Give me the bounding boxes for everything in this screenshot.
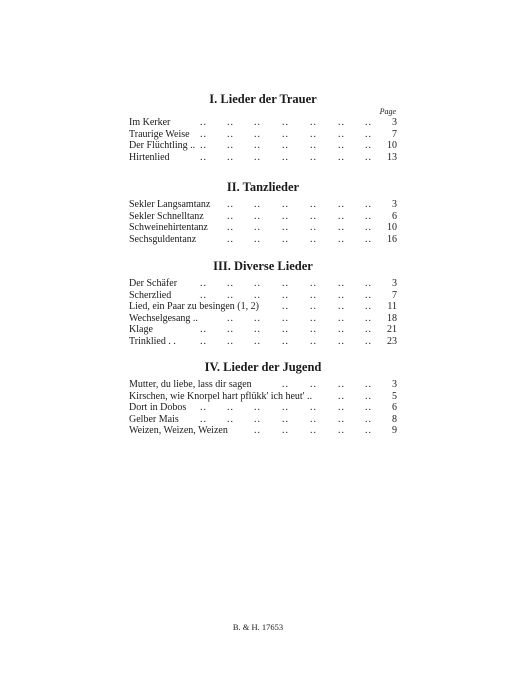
contents-section [129,91,397,163]
entry-title: Kirschen, wie Knorpel hart pflükk' ich heut' .. [129,390,312,402]
contents-entry [129,152,397,164]
leader-dots: .. [227,289,234,301]
entry-title: Sekler Schnelltanz [129,210,204,222]
leader-dots: .. [200,289,207,301]
leader-dots: .. [282,222,289,233]
contents-entry [129,117,397,129]
leader-dots: .. [365,117,372,128]
entry-page-number: 6 [392,402,397,413]
leader-dots: .. [310,210,317,222]
entry-title: Dort in Dobos [129,402,187,413]
leader-dots: .. [365,199,372,210]
contents-section [129,359,397,437]
section-heading: IV. Lieder der Jugend [204,360,322,374]
leader-dots: .. [282,278,289,289]
leader-dots: .. [365,210,372,222]
leader-dots: .. [338,413,345,425]
leader-dots: .. [338,117,345,128]
leader-dots: .. [365,233,372,245]
leader-dots: .. [282,117,289,128]
leader-dots: .. [200,117,207,128]
entry-title: Sechsguldentanz [129,233,197,245]
entry-page-number: 16 [387,233,397,245]
leader-dots: .. [227,402,234,413]
leader-dots: .. [227,312,234,324]
entry-title: Hirtenlied [129,151,170,163]
entry-page-number: 10 [387,222,397,233]
leader-dots: .. [310,402,317,413]
leader-dots: .. [254,199,261,210]
leader-dots: .. [310,233,317,245]
entry-title: Trinklied . . [129,335,176,347]
leader-dots: .. [282,199,289,210]
leader-dots: .. [338,335,345,347]
entry-title: Der Flüchtling .. [129,140,196,151]
contents-entry [129,379,397,391]
leader-dots: .. [338,390,345,402]
leader-dots: .. [338,233,345,245]
leader-dots: .. [227,151,234,163]
leader-dots: .. [254,335,261,347]
leader-dots: .. [254,278,261,289]
leader-dots: .. [365,278,372,289]
leader-dots: .. [200,413,207,425]
leader-dots: .. [310,222,317,233]
leader-dots: .. [338,151,345,163]
entry-title: Scherzlied [129,289,172,301]
leader-dots: .. [227,324,234,335]
contents-entry [129,211,397,223]
entry-page-number: 11 [387,301,397,312]
page-column-label: Page [379,107,396,116]
entry-page-number: 5 [392,390,397,402]
contents-entry [129,313,397,325]
leader-dots: .. [338,199,345,210]
entry-page-number: 7 [392,128,397,140]
leader-dots: .. [254,289,261,301]
entry-page-number: 9 [392,425,397,436]
leader-dots: .. [254,233,261,245]
entry-page-number: 10 [387,140,397,151]
leader-dots: .. [338,289,345,301]
leader-dots: .. [282,301,289,312]
leader-dots: .. [227,128,234,140]
leader-dots: .. [365,222,372,233]
leader-dots: .. [254,210,261,222]
leader-dots: .. [227,335,234,347]
leader-dots: .. [310,199,317,210]
leader-dots: .. [338,140,345,151]
entry-page-number: 3 [392,199,397,210]
leader-dots: .. [338,301,345,312]
entry-page-number: 8 [392,413,397,425]
entry-title: Mutter, du liebe, lass dir sagen [129,379,252,390]
leader-dots: .. [200,151,207,163]
leader-dots: .. [282,379,289,390]
entry-page-number: 7 [392,289,397,301]
contents-entry [129,290,397,302]
leader-dots: .. [338,128,345,140]
leader-dots: .. [310,128,317,140]
leader-dots: .. [254,140,261,151]
entry-title: Weizen, Weizen, Weizen [129,425,228,436]
leader-dots: .. [282,335,289,347]
leader-dots: .. [310,289,317,301]
leader-dots: .. [338,425,345,436]
leader-dots: .. [254,324,261,335]
entry-page-number: 3 [392,379,397,390]
leader-dots: .. [200,324,207,335]
leader-dots: .. [200,128,207,140]
leader-dots: .. [365,312,372,324]
contents-entry [129,391,397,403]
leader-dots: .. [365,140,372,151]
entry-title: Gelber Mais [129,413,179,425]
entry-title: Sekler Langsamtanz [129,199,211,210]
leader-dots: .. [282,402,289,413]
entry-title: Wechselgesang .. [129,312,198,324]
leader-dots: .. [365,379,372,390]
leader-dots: .. [338,402,345,413]
leader-dots: .. [310,335,317,347]
contents-entry [129,222,397,234]
leader-dots: .. [365,425,372,436]
contents-section [129,179,397,245]
entry-page-number: 3 [392,278,397,289]
leader-dots: .. [282,413,289,425]
leader-dots: .. [282,128,289,140]
entry-title: Lied, ein Paar zu besingen (1, 2) [129,301,259,312]
contents-entry [129,234,397,246]
leader-dots: .. [365,324,372,335]
leader-dots: .. [227,140,234,151]
contents-entry [129,199,397,211]
leader-dots: .. [282,210,289,222]
entry-title: Traurige Weise [129,128,190,140]
entry-page-number: 6 [392,210,397,222]
contents-entry [129,324,397,336]
leader-dots: .. [365,289,372,301]
contents-entry [129,301,397,313]
leader-dots: .. [227,278,234,289]
leader-dots: .. [310,301,317,312]
contents-entry [129,129,397,141]
leader-dots: .. [365,413,372,425]
leader-dots: .. [282,151,289,163]
dot-leader [129,324,397,336]
leader-dots: .. [227,413,234,425]
contents-entry [129,402,397,414]
leader-dots: .. [310,140,317,151]
leader-dots: .. [254,413,261,425]
leader-dots: .. [282,324,289,335]
leader-dots: .. [200,402,207,413]
leader-dots: .. [282,289,289,301]
leader-dots: .. [310,278,317,289]
leader-dots: .. [338,222,345,233]
leader-dots: .. [365,402,372,413]
contents-section [129,258,397,347]
entry-page-number: 18 [387,312,397,324]
leader-dots: .. [310,117,317,128]
leader-dots: .. [310,151,317,163]
entry-page-number: 21 [387,324,397,335]
leader-dots: .. [310,379,317,390]
leader-dots: .. [227,233,234,245]
leader-dots: .. [254,425,261,436]
publisher-plate-number: B. & H. 17653 [232,622,284,632]
leader-dots: .. [365,390,372,402]
leader-dots: .. [227,199,234,210]
leader-dots: .. [310,312,317,324]
leader-dots: .. [227,210,234,222]
entry-title: Schweinehirtentanz [129,222,208,233]
leader-dots: .. [227,222,234,233]
leader-dots: .. [310,425,317,436]
leader-dots: .. [365,301,372,312]
leader-dots: .. [254,312,261,324]
leader-dots: .. [338,312,345,324]
leader-dots: .. [365,335,372,347]
section-heading: III. Diverse Lieder [213,259,313,273]
leader-dots: .. [254,117,261,128]
entry-title: Im Kerker [129,117,171,128]
contents-entry [129,414,397,426]
section-heading: II. Tanzlieder [226,180,300,194]
leader-dots: .. [310,324,317,335]
leader-dots: .. [200,278,207,289]
leader-dots: .. [365,151,372,163]
leader-dots: .. [282,312,289,324]
leader-dots: .. [254,151,261,163]
leader-dots: .. [227,117,234,128]
contents-entry [129,278,397,290]
leader-dots: .. [338,379,345,390]
leader-dots: .. [254,222,261,233]
leader-dots: .. [200,140,207,151]
leader-dots: .. [365,128,372,140]
entry-title: Der Schäfer [129,278,178,289]
leader-dots: .. [200,335,207,347]
leader-dots: .. [254,402,261,413]
contents-entry [129,140,397,152]
contents-entry [129,336,397,348]
leader-dots: .. [338,278,345,289]
leader-dots: .. [254,128,261,140]
leader-dots: .. [282,233,289,245]
entry-page-number: 23 [387,335,397,347]
leader-dots: .. [282,425,289,436]
entry-page-number: 13 [387,151,397,163]
leader-dots: .. [310,413,317,425]
section-heading: I. Lieder der Trauer [209,92,317,106]
leader-dots: .. [338,324,345,335]
entry-page-number: 3 [392,117,397,128]
leader-dots: .. [338,210,345,222]
entry-title: Klage [129,324,153,335]
leader-dots: .. [282,140,289,151]
contents-entry [129,425,397,437]
